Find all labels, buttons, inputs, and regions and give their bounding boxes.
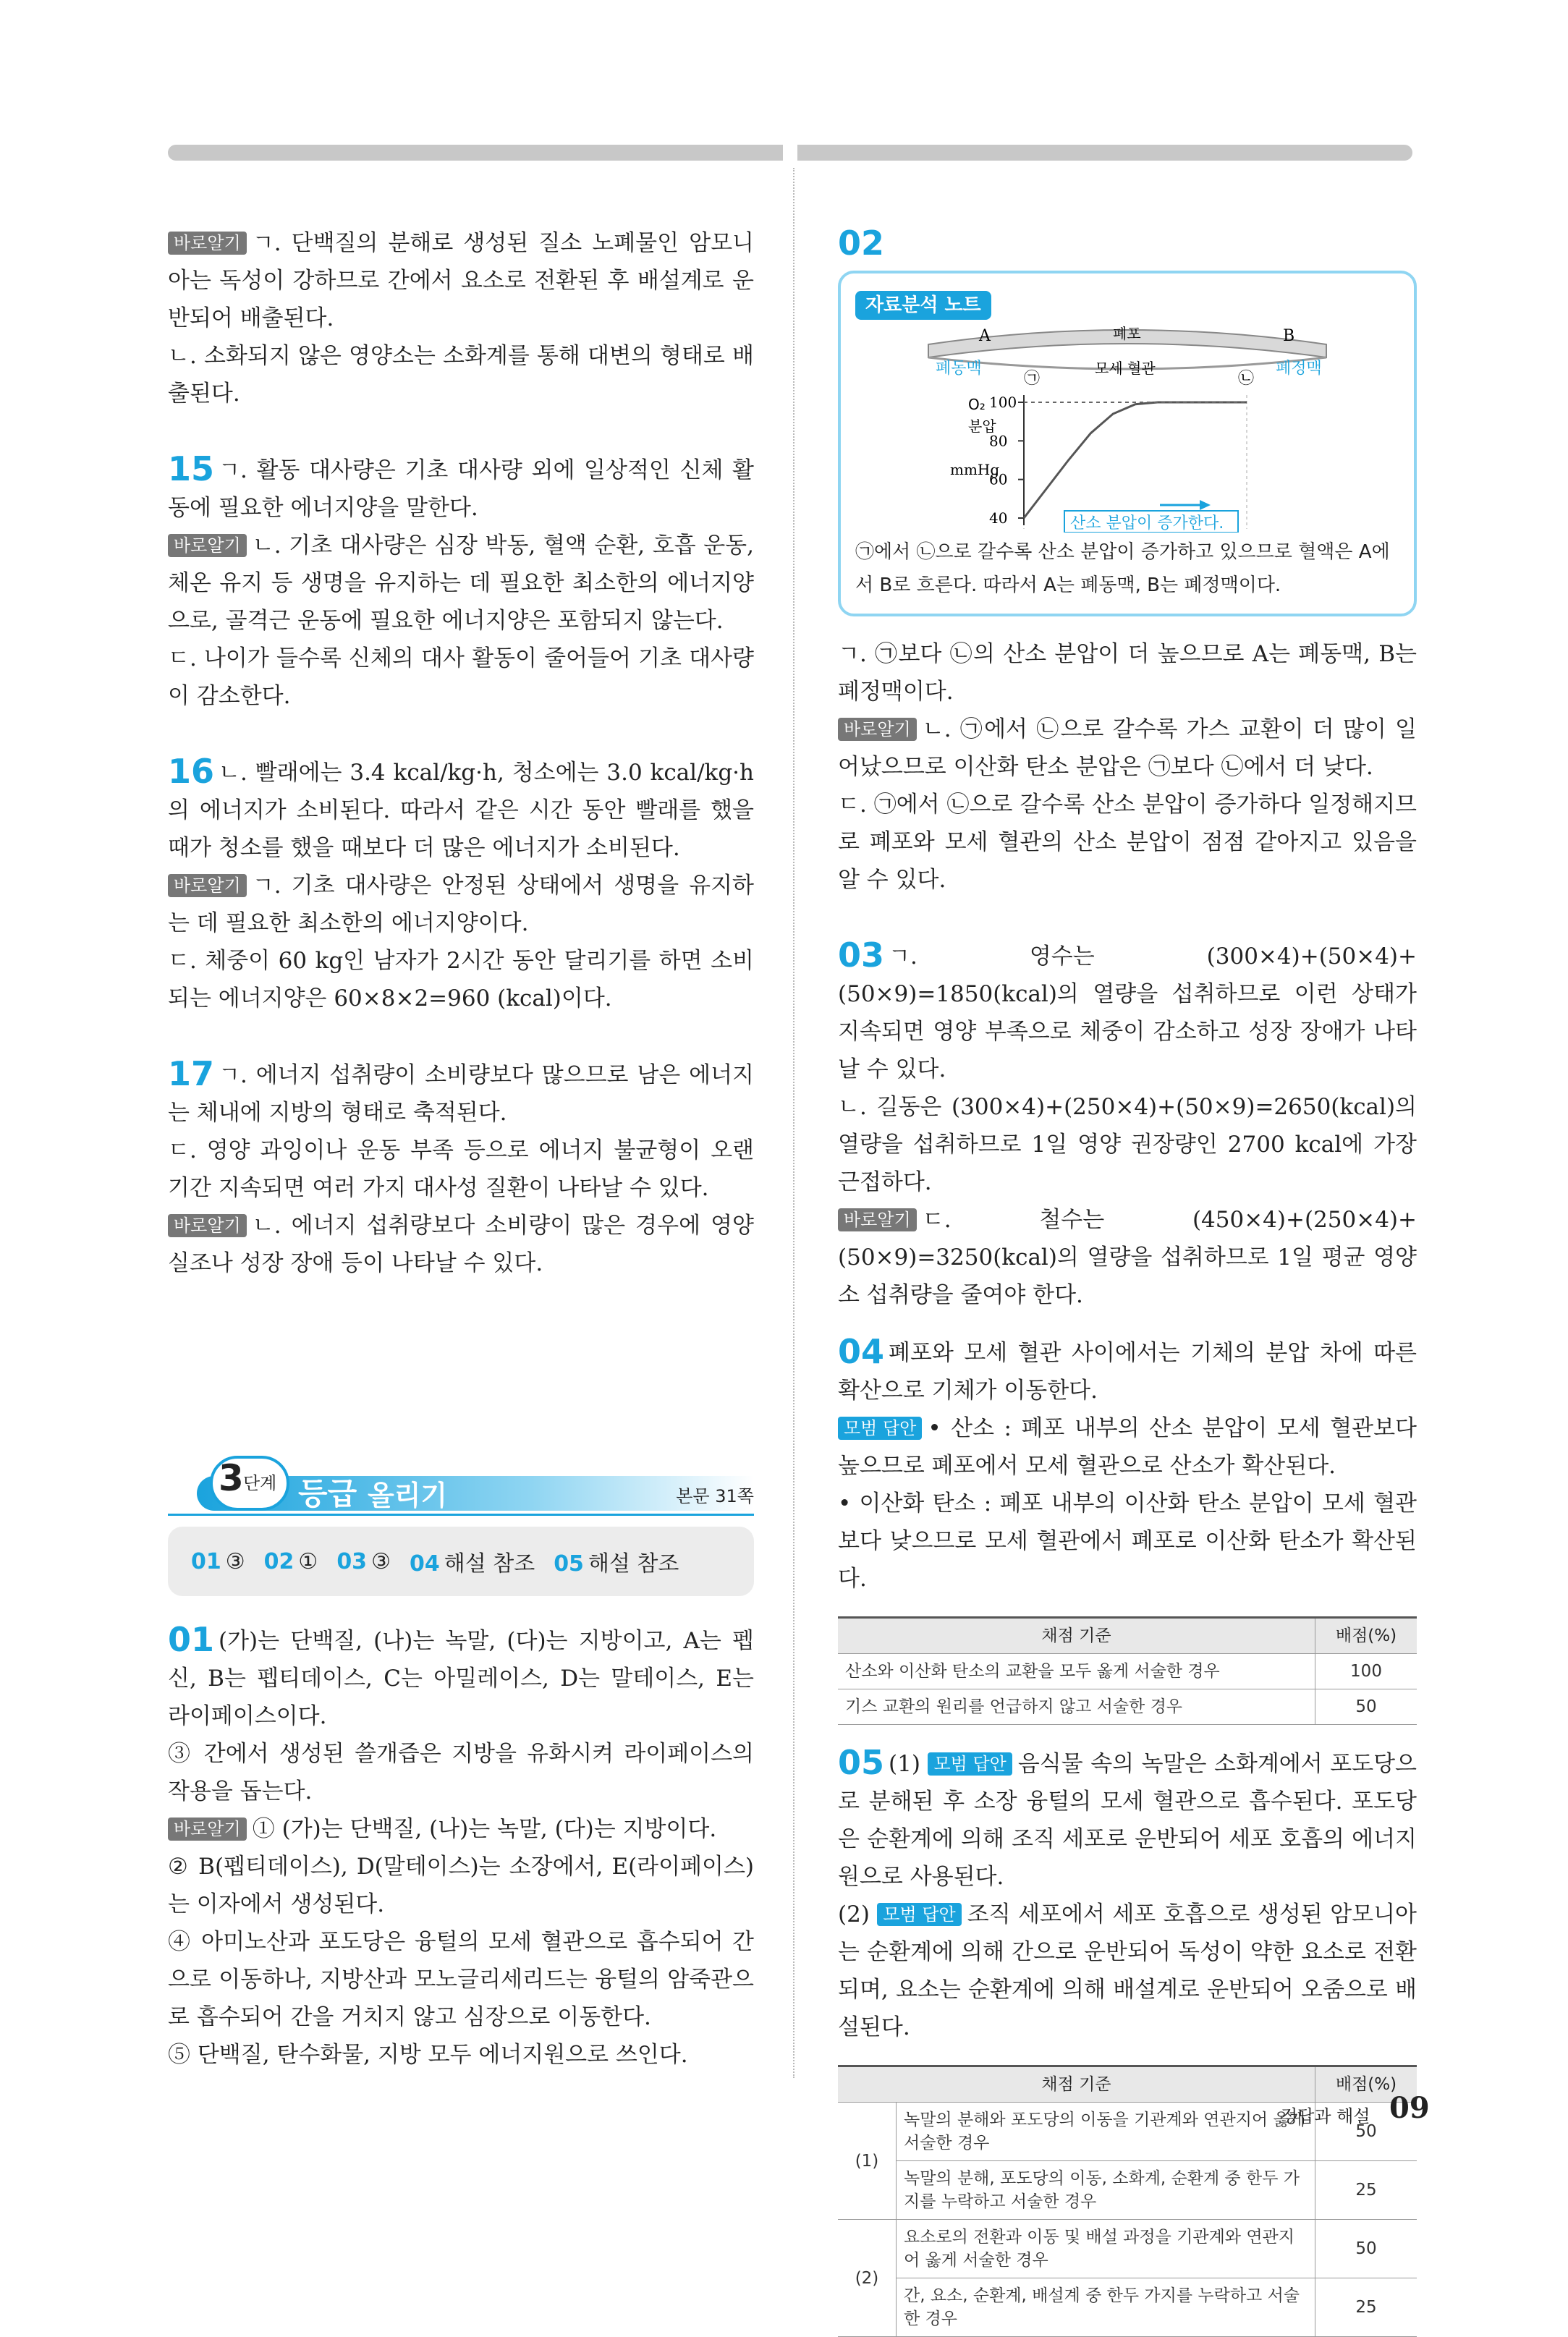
model-answer-badge: 모범 답안 — [838, 1417, 922, 1440]
q16-wrong: 바로알기 ㄱ. 기초 대사량은 안정된 상태에서 생명을 유지하는 데 필요한 최소한의 에너지양이다. — [168, 873, 754, 936]
table-header: 배점(%) — [1315, 1618, 1417, 1654]
y-tick-label: 100 — [989, 394, 1017, 411]
table-cell: 요소로의 전환과 이동 및 배설 과정을 기관계와 연관지어 옳게 서술한 경우 — [897, 2220, 1315, 2278]
table-cell: 50 — [1315, 1689, 1417, 1725]
question-number: 01 — [168, 1620, 215, 1659]
question-number: 03 — [838, 936, 885, 975]
marker-1: ㉠ — [1024, 370, 1041, 388]
page-number: 09 — [1389, 2091, 1430, 2125]
answer-item: 02 ① — [263, 1548, 318, 1574]
table-row — [838, 2278, 1417, 2337]
right-column — [838, 224, 1417, 2337]
table-cell: 녹말의 분해, 포도당의 이동, 소화계, 순환계 중 한두 가지를 누락하고 서술한 경우 — [897, 2161, 1315, 2220]
intro-paragraph-2: ㄴ. 소화되지 않은 영양소는 소화계를 통해 대변의 형태로 배출된다. — [168, 343, 754, 407]
q17-paragraph-2: ㄷ. 영양 과잉이나 운동 부족 등으로 에너지 불균형이 오랜 기간 지속되면 여러 가지 대사성 질환이 나타날 수 있다. — [168, 1137, 754, 1201]
q17-wrong: 바로알기 ㄴ. 에너지 섭취량보다 소비량이 많은 경우에 영양실조나 성장 장애 등이 나타날 수 있다. — [168, 1213, 754, 1276]
q05-paragraph-2: (2) 모범 답안 조직 세포에서 세포 호흡으로 생성된 암모니아는 순환계에 의해 간으로 운반되어 독성이 약한 요소로 전환되며, 요소는 순환계에 의해 배설계로 운반되어 오줌으로 배설된다. — [838, 1901, 1417, 2040]
wrong-answer-badge: 바로알기 — [168, 534, 247, 557]
label-alveolus: 폐포 — [1113, 325, 1141, 342]
label-pulmonary-artery: 폐동맥 — [936, 360, 982, 378]
table-group: (1) — [838, 2103, 897, 2220]
top-decorative-bar — [168, 145, 1412, 161]
label-A: A — [979, 327, 991, 345]
page-reference: 본문 31쪽 — [676, 1486, 754, 1506]
q01-wrong: 바로알기 ① (가)는 단백질, (나)는 녹말, (다)는 지방이다. — [168, 1810, 754, 1848]
analysis-text: ㉠에서 ㉡으로 갈수록 산소 분압이 증가하고 있으므로 혈액은 A에서 B로 흐른다. 따라서 A는 폐동맥, B는 폐정맥이다. — [855, 541, 1390, 596]
model-answer-badge: 모범 답안 — [877, 1903, 961, 1926]
table-cell: 간, 요소, 순환계, 배설계 중 한두 가지를 누락하고 서술한 경우 — [897, 2278, 1315, 2337]
q15-paragraph: 15 ㄱ. 활동 대사량은 기초 대사량 외에 일상적인 신체 활동에 필요한 에너지양을 말한다. — [168, 449, 754, 521]
stage-title-1: 등급 — [298, 1476, 357, 1511]
y-tick-label: 40 — [989, 509, 1008, 527]
left-column — [168, 224, 754, 1282]
answer-item: 01 ③ — [191, 1548, 245, 1574]
q03-wrong: 바로알기 ㄷ. 철수는 (450×4)+(250×4)+(50×9)=3250(kcal)의 열량을 섭취하므로 1일 평균 영양소 섭취량을 줄여야 한다. — [838, 1207, 1417, 1308]
y-axis-label-pressure: 분압 — [968, 417, 996, 435]
q17-paragraph: 17 ㄱ. 에너지 섭취량이 소비량보다 많으므로 남은 에너지는 체내에 지방의 형태로 축적된다. — [168, 1054, 754, 1126]
left-column-lower — [168, 1621, 754, 2074]
column-divider — [793, 168, 794, 2078]
question-number: 05 — [838, 1743, 885, 1782]
table-cell: 기스 교환의 원리를 언급하지 않고 서술한 경우 — [838, 1689, 1315, 1725]
wrong-answer-badge: 바로알기 — [838, 1208, 917, 1231]
q01-paragraph-2: ③ 간에서 생성된 쓸개즙은 지방을 유화시켜 라이페이스의 작용을 돕는다. — [168, 1741, 754, 1804]
q15-wrong: 바로알기 ㄴ. 기초 대사량은 심장 박동, 혈액 순환, 호흡 운동, 체온 유지 등 생명을 유지하는 데 필요한 최소한의 에너지양으로, 골격근 운동에 필요한 에너지양은 포함되지 않는다. — [168, 533, 754, 634]
table-cell: 25 — [1315, 2161, 1417, 2220]
stage-underline — [168, 1514, 754, 1516]
q03-paragraph: 03 ㄱ. 영수는 (300×4)+(50×4)+(50×9)=1850(kcal)의 열량을 섭취하므로 이런 상태가 지속되면 영양 부족으로 체중이 감소하고 성장 장애가 나타날 수 있다. — [838, 936, 1417, 1082]
table-cell: 25 — [1315, 2278, 1417, 2337]
table-cell: 100 — [1315, 1654, 1417, 1689]
q02-wrong: 바로알기 ㄴ. ㉠에서 ㉡으로 갈수록 가스 교환이 더 많이 일어났으므로 이산화 탄소 분압은 ㉠보다 ㉡에서 더 낮다. — [838, 716, 1417, 780]
table-cell: 녹말의 분해와 포도당의 이동을 기관계와 연관지어 옳게 서술한 경우 — [897, 2103, 1315, 2161]
table-cell: 50 — [1315, 2220, 1417, 2278]
wrong-answer-badge: 바로알기 — [168, 1818, 247, 1841]
q02-paragraph-3: ㄷ. ㉠에서 ㉡으로 갈수록 산소 분압이 증가하다 일정해지므로 폐포와 모세 혈관의 산소 분압이 점점 같아지고 있음을 알 수 있다. — [838, 792, 1417, 893]
footer-label: 정답과 해설 — [1281, 2106, 1370, 2126]
intro-paragraph: 바로알기 ㄱ. 단백질의 분해로 생성된 질소 노폐물인 암모니아는 독성이 강하므로 간에서 요소로 전환된 후 배설계로 운반되어 배출된다. — [168, 230, 754, 331]
q03-paragraph-2: ㄴ. 길동은 (300×4)+(250×4)+(50×9)=2650(kcal)의 열량을 섭취하므로 1일 영양 권장량인 2700 kcal에 가장 근접하다. — [838, 1094, 1417, 1195]
stage-number: 3 — [219, 1457, 244, 1499]
label-pulmonary-vein: 폐정맥 — [1276, 360, 1322, 378]
table-group: (2) — [838, 2220, 897, 2337]
q16-paragraph-3: ㄷ. 체중이 60 kg인 남자가 2시간 동안 달리기를 하면 소비되는 에너지양은 60×8×2=960 (kcal)이다. — [168, 948, 754, 1011]
model-answer-badge: 모범 답안 — [928, 1752, 1012, 1776]
arrow-head — [1200, 500, 1211, 510]
wrong-answer-badge: 바로알기 — [838, 718, 917, 741]
wrong-answer-badge: 바로알기 — [168, 232, 247, 255]
q05-paragraph: 05 (1) 모범 답안 음식물 속의 녹말은 소화계에서 포도당으로 분해된 후 소장 융털의 모세 혈관으로 흡수된다. 포도당은 순환계에 의해 조직 세포로 운반되어 세포 호흡의 에너지원으로 사용된다. — [838, 1743, 1417, 1890]
question-number: 16 — [168, 752, 215, 791]
data-analysis-tag: 자료분석 노트 — [855, 291, 991, 320]
table-row — [838, 2161, 1417, 2220]
q04-paragraph: 04 폐포와 모세 혈관 사이에서는 기체의 분압 차에 따른 확산으로 기체가 이동한다. — [838, 1332, 1417, 1404]
y-tick-label: 60 — [989, 470, 1008, 488]
answer-item: 04 해설 참조 — [409, 1551, 535, 1577]
table-cell: 산소와 이산화 탄소의 교환을 모두 옳게 서술한 경우 — [838, 1654, 1315, 1689]
label-capillary: 모세 혈관 — [1095, 360, 1156, 377]
answer-item: 05 해설 참조 — [554, 1551, 679, 1577]
table-header: 채점 기준 — [838, 2066, 1315, 2103]
y-tick-label: 80 — [989, 432, 1008, 450]
chart-note: 산소 분압이 증가한다. — [1070, 514, 1224, 533]
table-header: 배점(%) — [1315, 2066, 1417, 2103]
oxygen-pressure-line — [1024, 402, 1247, 518]
question-number: 02 — [838, 224, 885, 263]
marker-2: ㉡ — [1238, 370, 1255, 388]
table-row — [838, 1654, 1417, 1689]
stage-header — [168, 1454, 754, 1516]
answer-item: 03 ③ — [336, 1548, 391, 1574]
q01-paragraph-5: ④ 아미노산과 포도당은 융털의 모세 혈관으로 흡수되어 간으로 이동하나, 지방산과 모노글리세리드는 융털의 암죽관으로 흡수되어 간을 거치지 않고 심장으로 이동한다. — [168, 1929, 754, 2030]
q01-paragraph: 01 (가)는 단백질, (나)는 녹말, (다)는 지방이고, A는 펩신, B는 펩티데이스, C는 아밀레이스, D는 말테이스, E는 라이페이스이다. — [168, 1620, 754, 1729]
question-number: 17 — [168, 1054, 215, 1093]
table-row — [838, 2220, 1417, 2278]
wrong-answer-badge: 바로알기 — [168, 874, 247, 897]
alveolus-figure — [856, 323, 1399, 533]
q02-heading — [838, 224, 1417, 263]
label-B: B — [1283, 327, 1295, 345]
y-axis-label-unit: mmHg — [950, 461, 1000, 478]
q01-paragraph-4: ② B(펩티데이스), D(말테이스)는 소장에서, E(라이페이스)는 이자에서 생성된다. — [168, 1854, 754, 1917]
scoring-table-1 — [838, 1616, 1417, 1725]
question-number: 15 — [168, 449, 215, 488]
table-header: 채점 기준 — [838, 1618, 1315, 1654]
table-cell: 50 — [1315, 2103, 1417, 2161]
q15-paragraph-3: ㄷ. 나이가 들수록 신체의 대사 활동이 줄어들어 기초 대사량이 감소한다. — [168, 645, 754, 709]
q16-paragraph: 16 ㄴ. 빨래에는 3.4 kcal/kg·h, 청소에는 3.0 kcal/kg·h의 에너지가 소비된다. 따라서 같은 시간 동안 빨래를 했을 때가 청소를 했을 때보다 더 많은 에너지가 소비된다. — [168, 752, 754, 861]
stage-unit: 단계 — [243, 1473, 277, 1493]
y-axis-label-o2: O₂ — [968, 396, 986, 413]
q04-paragraph-3: • 이산화 탄소 : 폐포 내부의 이산화 탄소 분압이 모세 혈관보다 낮으므로 모세 혈관에서 폐포로 이산화 탄소가 확산된다. — [838, 1490, 1417, 1592]
table-row — [838, 1689, 1417, 1725]
q01-paragraph-6: ⑤ 단백질, 탄수화물, 지방 모두 에너지원으로 쓰인다. — [168, 2042, 688, 2068]
q04-model-answer: 모범 답안 • 산소 : 폐포 내부의 산소 분압이 모세 혈관보다 높으므로 폐포에서 모세 혈관으로 산소가 확산된다. — [838, 1415, 1417, 1479]
answer-key — [168, 1527, 754, 1596]
question-number: 04 — [838, 1332, 885, 1371]
wrong-answer-badge: 바로알기 — [168, 1214, 247, 1237]
data-analysis-box — [838, 271, 1417, 616]
q02-paragraph-1: ㄱ. ㉠보다 ㉡의 산소 분압이 더 높으므로 A는 폐동맥, B는 폐정맥이다. — [838, 641, 1417, 705]
stage-title-2: 올리기 — [368, 1480, 448, 1511]
